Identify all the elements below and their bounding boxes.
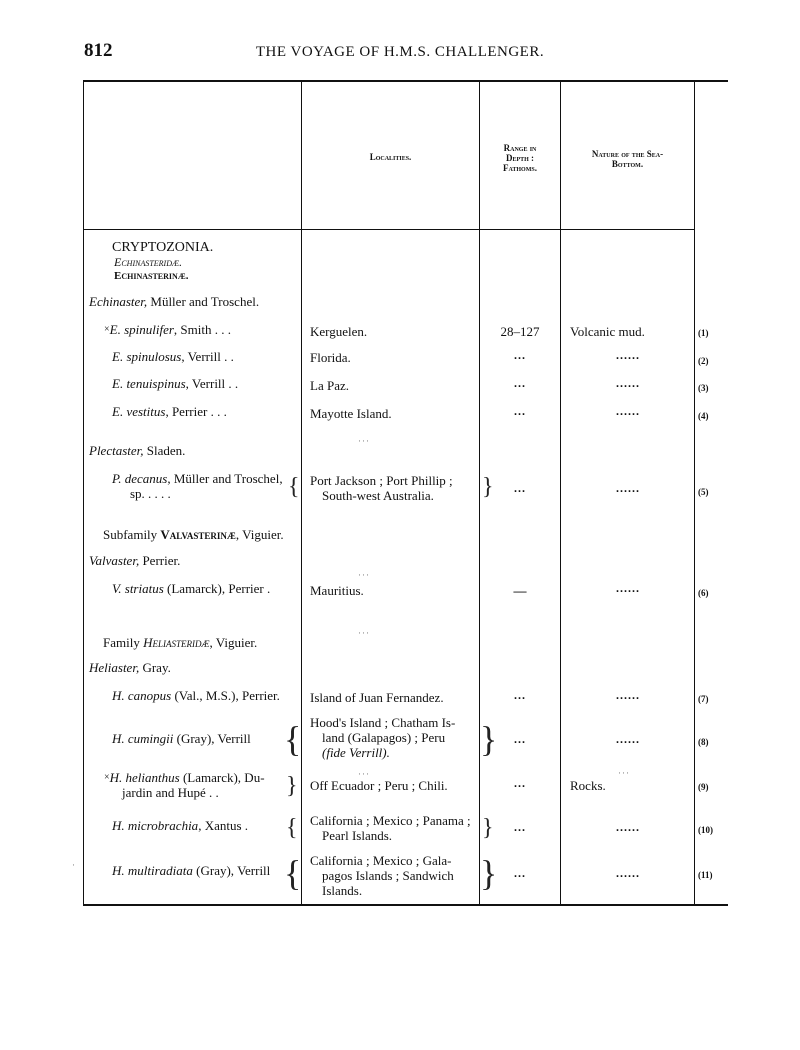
range-cell: ... [514, 348, 526, 362]
specimen-mark: × [104, 772, 110, 783]
genus-plectaster [89, 443, 185, 458]
species-binomial: E. spinulosus [112, 349, 182, 364]
range-cell: ... [514, 376, 526, 390]
species-binomial: H. canopus [112, 688, 172, 703]
bottom-cell: ...... [616, 732, 640, 746]
table-header-rule [83, 229, 695, 230]
stray-print-dots: ··· [358, 769, 370, 779]
table-top-rule [83, 80, 728, 82]
species-author: (Val., M.S.), Perrier. [171, 688, 280, 703]
species-name-line2: jardin and Hupé . . [122, 785, 219, 800]
bottom-cell: ...... [616, 820, 640, 834]
col-head-bottom [561, 149, 694, 169]
species-name [104, 770, 265, 785]
locality-cell: Mayotte Island. [310, 406, 392, 421]
bottom-cell: ...... [616, 376, 640, 390]
col-head-range [480, 143, 560, 173]
locality-line: land (Galapagos) ; Peru [322, 730, 446, 745]
col-head-range-line2: Depth : [505, 153, 535, 163]
genus-name: Valvaster, [89, 553, 140, 568]
leader-dots: . . [220, 349, 234, 364]
locality-cell: Florida. [310, 350, 351, 365]
locality-line: Port Jackson ; Port Phillip ; [310, 473, 453, 488]
species-name [112, 471, 283, 486]
range-cell: ... [514, 776, 526, 790]
right-brace: } [286, 773, 298, 799]
species-name [112, 581, 270, 596]
locality-line: Hood's Island ; Chatham Is- [310, 715, 456, 730]
right-brace: } [482, 815, 494, 841]
species-author: , Xantus [198, 818, 242, 833]
species-name [104, 322, 231, 337]
stray-print-dots: ··· [358, 628, 370, 638]
range-cell: ... [514, 404, 526, 418]
right-brace: } [480, 853, 498, 893]
bottom-cell: ...... [616, 581, 640, 595]
locality-line: (fide Verrill). [322, 745, 390, 760]
subfamily-author: , Viguier. [235, 527, 284, 542]
species-name-line2: sp. . . . . [130, 486, 171, 501]
locality-cell: Off Ecuador ; Peru ; Chili. [310, 778, 448, 793]
subfamily-name: Valvasterinæ [160, 527, 236, 542]
species-author: , Smith [173, 322, 212, 337]
family-prefix: Family [103, 635, 144, 650]
range-cell: ... [514, 481, 526, 495]
locality-line: California ; Mexico ; Gala- [310, 853, 452, 868]
locality-line: Pearl Islands. [322, 828, 393, 843]
range-cell: ... [514, 732, 526, 746]
family-heliasteridae [103, 635, 257, 650]
species-binomial: V. striatus [112, 581, 164, 596]
range-cell: ... [514, 866, 526, 880]
bottom-cell: ...... [616, 404, 640, 418]
footnote-ref: (10) [698, 825, 713, 835]
genus-author: Müller and Troschel. [147, 294, 260, 309]
footnote-ref: (11) [698, 870, 713, 880]
subfamily-valvasterinae [103, 527, 284, 542]
column-rule-bottom [560, 82, 561, 904]
species-author: , Perrier [165, 404, 208, 419]
bottom-cell: ...... [616, 866, 640, 880]
bottom-cell: ...... [616, 688, 640, 702]
left-brace: { [288, 474, 300, 500]
order-heading: CRYPTOZONIA. [112, 240, 214, 255]
left-brace: { [284, 719, 302, 759]
genus-name: Heliaster, [89, 660, 140, 675]
table-bottom-rule [83, 904, 728, 906]
species-binomial: H. microbrachia [112, 818, 199, 833]
left-brace: { [284, 853, 302, 893]
footnote-ref: (7) [698, 694, 709, 704]
running-head: THE VOYAGE OF H.M.S. CHALLENGER. [255, 44, 545, 60]
species-binomial: E. spinulifer [109, 322, 174, 337]
family-name: Heliasteridæ [143, 635, 210, 650]
species-name [112, 376, 238, 391]
range-cell: ... [514, 820, 526, 834]
species-binomial: E. vestitus [112, 404, 166, 419]
footnote-ref: (2) [698, 356, 709, 366]
column-rule-localities [301, 82, 302, 904]
species-author: , Verrill [185, 376, 226, 391]
species-binomial: P. decanus [112, 471, 168, 486]
range-cell: — [513, 583, 527, 598]
stray-print-dots: ··· [358, 570, 370, 580]
footnote-ref: (5) [698, 487, 709, 497]
col-head-localities: Localities. [369, 152, 412, 162]
family-heading: Echinasteridæ. [114, 255, 183, 269]
col-head-bottom-line2: Bottom. [611, 159, 644, 169]
range-cell: ... [514, 688, 526, 702]
bottom-cell: ...... [616, 348, 640, 362]
species-name [112, 404, 227, 419]
locality-line: California ; Mexico ; Panama ; [310, 813, 471, 828]
left-brace: { [286, 815, 298, 841]
genus-echinaster [89, 294, 259, 309]
leader-dots: . [263, 581, 271, 596]
species-name [112, 863, 270, 878]
leader-dots: . [241, 818, 249, 833]
genus-name: Echinaster, [89, 294, 148, 309]
footnote-ref: (1) [698, 328, 709, 338]
species-author: (Gray), Verrill [192, 863, 271, 878]
bottom-cell: ...... [616, 481, 640, 495]
stray-print-dots: ··· [618, 768, 630, 778]
page-number: 812 [84, 40, 113, 61]
species-binomial: H. helianthus [109, 770, 180, 785]
species-author: , Müller and Troschel, [167, 471, 283, 486]
species-binomial: H. cumingii [112, 731, 174, 746]
species-author: (Lamarck), Du- [179, 770, 265, 785]
footnote-ref: (8) [698, 737, 709, 747]
species-name [112, 818, 248, 833]
footnote-ref: (9) [698, 782, 709, 792]
stray-print-dots: ··· [358, 436, 370, 446]
genus-valvaster [89, 553, 180, 568]
genus-heliaster [89, 660, 171, 675]
locality-cell: Mauritius. [310, 583, 364, 598]
locality-line: Islands. [322, 883, 363, 898]
locality-cell: Island of Juan Fernandez. [310, 690, 444, 705]
species-binomial: E. tenuispinus [112, 376, 186, 391]
species-binomial: H. multiradiata [112, 863, 193, 878]
species-name [112, 349, 234, 364]
leader-dots: . . [225, 376, 239, 391]
col-head-range-line1: Range in [503, 143, 537, 153]
subfamily-prefix: Subfamily [103, 527, 161, 542]
locality-cell: La Paz. [310, 378, 349, 393]
species-name [112, 731, 251, 746]
bottom-cell: Rocks. [570, 778, 606, 793]
footnote-ref: (4) [698, 411, 709, 421]
specimen-mark: × [104, 324, 110, 335]
locality-cell: Kerguelen. [310, 324, 368, 339]
locality-line: pagos Islands ; Sandwich [322, 868, 454, 883]
column-rule-notes [694, 82, 695, 904]
col-head-range-line3: Fathoms. [503, 163, 537, 173]
col-head-bottom-line1: Nature of the Sea- [591, 149, 664, 159]
subfamily-heading: Echinasterinæ. [114, 270, 189, 282]
species-author: (Lamarck), Perrier [163, 581, 264, 596]
genus-author: Gray. [139, 660, 171, 675]
table-left-rule [83, 80, 84, 906]
genus-author: Sladen. [143, 443, 186, 458]
footnote-ref: (3) [698, 383, 709, 393]
footnote-ref: (6) [698, 588, 709, 598]
leader-dots: . . . [211, 322, 231, 337]
locality-line: South-west Australia. [322, 488, 434, 503]
species-author: (Gray), Verrill [173, 731, 251, 746]
species-author: , Verrill [181, 349, 221, 364]
stray-print-dots: · [72, 860, 76, 870]
genus-author: Perrier. [139, 553, 181, 568]
genus-name: Plectaster, [89, 443, 144, 458]
leader-dots: . . . [207, 404, 227, 419]
species-name [112, 688, 280, 703]
right-brace: } [480, 719, 498, 759]
bottom-cell: Volcanic mud. [570, 324, 645, 339]
right-brace: } [482, 474, 494, 500]
range-cell: 28–127 [500, 324, 540, 339]
family-author: , Viguier. [209, 635, 258, 650]
